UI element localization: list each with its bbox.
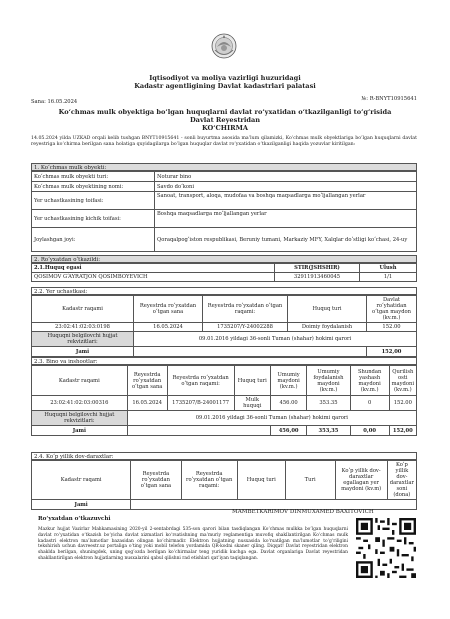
registrar-title: Ro‘yxatdan o‘tkazuvchi bbox=[38, 516, 111, 522]
trees-col-header: Turi bbox=[285, 461, 335, 500]
building-doc-value: 09.01.2016 yildagi 36-sonli Tuman (shahar) hokimi qarori bbox=[127, 411, 416, 426]
property-row bbox=[32, 182, 417, 192]
property-row bbox=[32, 172, 417, 182]
property-value: Noturar bino bbox=[155, 172, 417, 182]
building-col-header: Shundan yashash maydoni (kv.m.) bbox=[350, 366, 389, 396]
section-2-title: 2. Ro‘yxatdan o‘tkazildi: bbox=[31, 255, 417, 263]
building-right-type: Mulk huquqi bbox=[234, 396, 270, 411]
trees-col-header: Kadastr raqami bbox=[32, 461, 131, 500]
building-total-spacer bbox=[127, 426, 270, 436]
land-col-header: Reyestrda ro‘yxatdan o‘tgan sana bbox=[134, 296, 203, 323]
land-cadastre: 23:02:41:02:03:0198 bbox=[32, 323, 134, 332]
building-doc-label: Huquqni belgilovchi hujjat rekvizitlari: bbox=[32, 411, 128, 426]
owner-ulush: 1/1 bbox=[360, 273, 417, 282]
org-line-2: Kadastr agentligining Davlat kadastrlari palatasi bbox=[134, 82, 316, 90]
owner-name: QOSIMOV G‘AYRATJON QOSIMBOYEVICH bbox=[32, 273, 275, 282]
building-living-area: 0 bbox=[350, 396, 389, 411]
building-total-footprint: 152,00 bbox=[389, 426, 416, 436]
owner-table bbox=[31, 263, 417, 282]
building-total-row bbox=[32, 426, 417, 436]
trees-col-header: Ko‘p yillik dov-daraxtlar soni (dona) bbox=[387, 461, 416, 500]
building-common-area: 353.35 bbox=[307, 396, 350, 411]
owner-subtitle: 2.1.Huquq egasi bbox=[32, 264, 275, 273]
property-value: Boshqa maqsadlarga mo‘ljallangan yerlar bbox=[155, 210, 417, 228]
section-2-2-title: 2.2. Yer uchastkasi: bbox=[31, 287, 417, 295]
building-total-label: Jami bbox=[32, 426, 128, 436]
land-doc-row bbox=[32, 332, 417, 347]
registrar-name: MAMBETKARIMOV DINMUXAMED BAXITOVICH bbox=[232, 509, 374, 515]
building-col-header: Qurilish osti maydoni (kv.m.) bbox=[389, 366, 416, 396]
land-right-type: Doimiy foydalanish bbox=[288, 323, 367, 332]
building-table bbox=[31, 365, 417, 436]
land-total-value: 152,00 bbox=[367, 347, 417, 357]
org-line-1: Iqtisodiyot va moliya vazirligi huzuridagi bbox=[149, 74, 301, 82]
trees-total-row bbox=[32, 500, 417, 510]
stir-header: STIR(JSHSHIR) bbox=[275, 264, 360, 273]
section-1-title: 1. Ko‘chmas mulk obyekti: bbox=[31, 163, 417, 171]
land-doc-value: 09.01.2016 yildagi 36-sonli Tuman (shahar) hokimi qarori bbox=[134, 332, 417, 347]
building-col-header: Huquq turi bbox=[234, 366, 270, 396]
trees-col-header: Huquq turi bbox=[237, 461, 285, 500]
land-area: 152.00 bbox=[367, 323, 417, 332]
property-value: Sanoat, transport, aloqa, mudofaa va boshqa maqsadlarga mo‘ljallangan yerlar bbox=[155, 192, 417, 210]
building-total-living: 0,00 bbox=[350, 426, 389, 436]
trees-total-spacer bbox=[131, 500, 417, 510]
land-total-row bbox=[32, 347, 417, 357]
property-value: Savdo do‘koni bbox=[155, 182, 417, 192]
intro-text: 14.05.2024 yilda UZKAD orqali kelib tushgan BNYT10915641 - sonli buyurtma asosida ma’lum qilamizki, Ko‘chmas mulk obyektlariga bo‘lgan huquqlarni davlat reyestriga ko‘chirma berilgan sana holatiga quyidagilarga bo‘lgan huquqlar davlat ro‘yxatidan o‘tkazilganligi haqida yozuvlar kiritilgan: bbox=[31, 136, 417, 147]
property-label: Yer uchastkasining kichik toifasi: bbox=[32, 210, 155, 228]
qr-code-icon[interactable] bbox=[356, 518, 416, 578]
land-table bbox=[31, 295, 417, 357]
trees-total-label: Jami bbox=[32, 500, 131, 510]
document-date: Sana: 16.05.2024 bbox=[31, 99, 78, 105]
state-emblem-icon bbox=[211, 33, 237, 59]
property-label: Ko‘chmas mulk obyekti turi: bbox=[32, 172, 155, 182]
building-row bbox=[32, 396, 417, 411]
land-date: 16.05.2024 bbox=[134, 323, 203, 332]
land-total-spacer bbox=[134, 347, 367, 357]
property-table bbox=[31, 171, 417, 252]
owner-row bbox=[32, 273, 417, 282]
document-title-2: Davlat Reyestridan bbox=[189, 116, 261, 124]
trees-table bbox=[31, 460, 417, 510]
land-col-header: Davlat ro‘yhatidan o‘tgan maydon (kv.m.) bbox=[367, 296, 417, 323]
building-col-header: Umumiy foydalanish maydoni (kv.m.) bbox=[307, 366, 350, 396]
property-label: Joylashgan joyi: bbox=[32, 228, 155, 252]
building-cadastre: 23:02:41:02:03:00316 bbox=[32, 396, 128, 411]
land-col-header: Huquq turi bbox=[288, 296, 367, 323]
building-col-header: Reyestrda ro‘yxatdan o‘tgan sana bbox=[127, 366, 167, 396]
document-title-3: KO‘CHIRMA bbox=[201, 124, 249, 132]
building-date: 16.05.2024 bbox=[127, 396, 167, 411]
property-row bbox=[32, 192, 417, 210]
property-label: Yer uchastkasining toifasi: bbox=[32, 192, 155, 210]
document-number: №: R-BNYT10915641 bbox=[361, 96, 417, 102]
building-doc-row bbox=[32, 411, 417, 426]
owner-header-row bbox=[32, 264, 417, 273]
property-row bbox=[32, 228, 417, 252]
building-header-row bbox=[32, 366, 417, 396]
section-2-3-title: 2.3. Bino va inshootlar: bbox=[31, 357, 417, 365]
building-footprint-area: 152.00 bbox=[389, 396, 416, 411]
section-2-4-title: 2.4. Ko‘p yillik dov-daraxtlar: bbox=[31, 452, 417, 460]
property-value: Qoraqalpog‘iston respublikasi, Beruniy tumani, Markaziy MFY, Xalqlar do‘stligi ko‘chasi, 24-uy bbox=[155, 228, 417, 252]
building-reg-number: 1735207/B-24001177 bbox=[167, 396, 234, 411]
building-total-area: 456.00 bbox=[270, 396, 306, 411]
trees-col-header: Ko‘p yillik dov-daraxtlar egallagan yer maydoni (kv.m) bbox=[335, 461, 387, 500]
building-col-header: Kadastr raqami bbox=[32, 366, 128, 396]
ulush-header: Ulush bbox=[360, 264, 417, 273]
trees-col-header: Reyestrda ro‘yxatdan o‘tgan raqami: bbox=[181, 461, 237, 500]
land-header-row bbox=[32, 296, 417, 323]
land-reg-number: 1735207/Y-24002288 bbox=[203, 323, 288, 332]
land-doc-label: Huquqni belgilovchi hujjat rekvizitlari: bbox=[32, 332, 134, 347]
property-row bbox=[32, 210, 417, 228]
owner-stir: 32911913460045 bbox=[275, 273, 360, 282]
document-title-1: Ko‘chmas mulk obyektiga bo‘lgan huquqlarni davlat ro‘yxatidan o‘tkazilganligi to‘g‘risida bbox=[58, 108, 392, 116]
land-col-header: Kadastr raqami bbox=[32, 296, 134, 323]
property-label: Ko‘chmas mulk obyektining nomi: bbox=[32, 182, 155, 192]
trees-col-header: Reyestrda ro‘yxatdan o‘tgan sana bbox=[131, 461, 181, 500]
building-total-area: 456,00 bbox=[270, 426, 306, 436]
trees-header-row bbox=[32, 461, 417, 500]
building-col-header: Umumiy maydoni (kv.m.) bbox=[270, 366, 306, 396]
land-total-label: Jami bbox=[32, 347, 134, 357]
land-col-header: Reyestrda ro‘yxatdan o‘tgan raqami: bbox=[203, 296, 288, 323]
land-row bbox=[32, 323, 417, 332]
building-total-common: 353,35 bbox=[307, 426, 350, 436]
building-col-header: Reyestrda ro‘yxatdan o‘tgan raqami: bbox=[167, 366, 234, 396]
footer-legal-text: Mazkur hujjat Vazirlar Mahkamasining 2020-yil 2-sentabrdagi 535-son qarori bilan tasdiqlangan Ko‘chmas mulkka bo‘lgan huquqlarni davlat ro‘yxatidan o‘tkazish bo‘yicha davlat xizmatlari ko‘rsatishning ma’muriy reglamentiga muvofiq shakllantirilgan Ko‘chmas mulk kadastri elektron ma’lumotlar bazasidan olingan ko‘chirmadir. Elektron hujjatning nusxasida ko‘rsatilgan ma’lumotlar to‘g‘riligini tekshirish uchun davreestr.uz portaliga o‘ting yoki mobil telefon yordamida QR-kodni skaner qiling. Diqqat! Davlat reyestridan elektron shaklda berilgan, shuningdek, uning qog‘ozda berilgan ko‘chirmalar teng yuridik kuchga ega. Davlat organlariga Davlat reyestridan shakllantirilgan elektron hujjatlarning nusxalarini qabul qilishni rad etishlari qat’iyan taqiqlangan. bbox=[38, 527, 348, 561]
